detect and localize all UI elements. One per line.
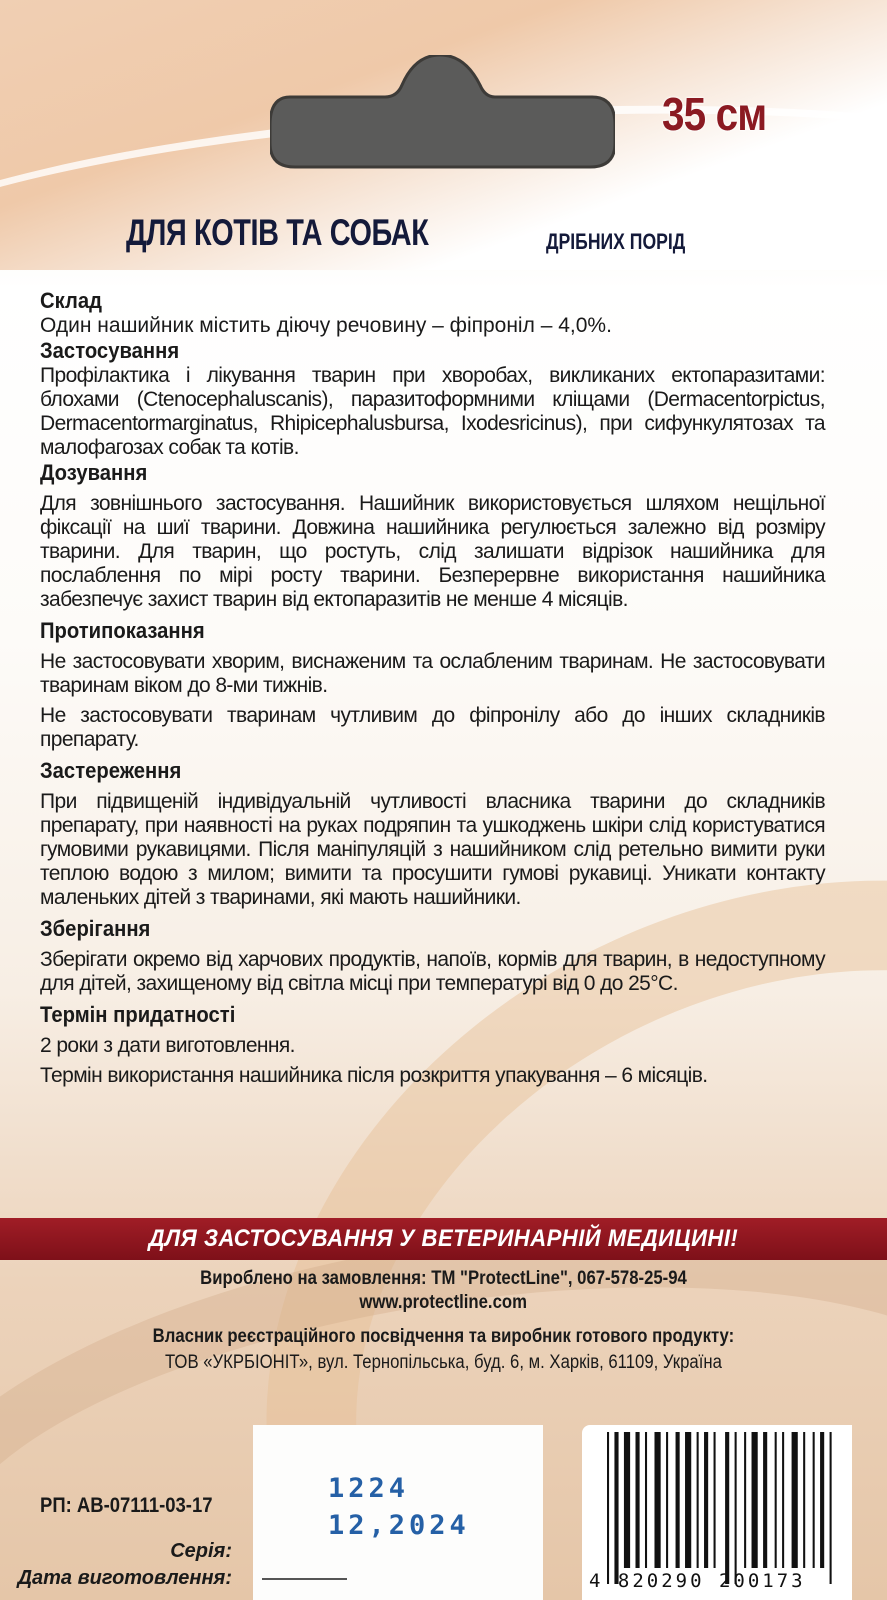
barcode-bar [666,1432,668,1568]
barcode-number: 4 820290 200173 [589,1570,806,1592]
barcode-bar [752,1432,758,1568]
barcode-bar [645,1432,647,1568]
barcode-bar [697,1432,699,1568]
section-text-storage: Зберігати окремо від харчових продуктів, напоїв, кормів для тварин, в недоступному для дітей, захищеному від світла місці при температурі від 0 до 25°С. [40,948,825,995]
section-text-contraindications-1: Не застосовувати хворим, виснаженим та ослабленим тваринам. Не застосовувати тваринам віком до 8-ми тижнів. [40,650,825,697]
barcode-bar [614,1432,618,1584]
section-title-storage: Зберігання [40,916,151,941]
owner-label [0,1326,887,1348]
section-title-composition: Склад [40,288,102,313]
registration-number: РП: АВ-07111-03-17 [40,1494,213,1517]
headline-title: ДЛЯ КОТІВ ТА СОБАК [126,212,429,253]
barcode-bar [635,1432,639,1568]
series-label: Серія: [170,1540,232,1562]
ordered-by [0,1268,887,1290]
section-text-composition: Один нашийник містить діючу речовину – фіпроніл – 4,0%. [40,314,612,337]
barcode-bar [792,1432,798,1568]
owner-label-text: Власник реєстраційного посвідчення та виробник готового продукту: [152,1326,735,1347]
section-title-usage: Застосування [40,338,180,363]
barcode-bar [830,1432,832,1584]
section-text-shelf-life-2: Термін використання нашийника після розкриття упакування – 6 місяців. [40,1064,708,1087]
barcode-bar [654,1432,660,1568]
section-text-usage: Профілактика і лікування тварин при хворобах, викликаних ектопаразитами: блохами (Ctenocephaluscanis), паразитоформними кліщами (Dermacentorpictus, Dermacentormarginatus, Rhipicephalusbursa, Ixodesricinus), при сифункулятозах та малофагозах собак та котів. [40,364,825,459]
barcode-bar [676,1432,680,1568]
section-title-contraindications: Протипоказання [40,618,205,643]
barcode-bar [735,1432,737,1584]
date-stamp: 12,2024 [328,1510,470,1541]
manufacture-date-label: Дата виготовлення: [17,1567,232,1589]
hang-hole-cutout [270,55,615,170]
owner-address [0,1352,887,1374]
barcode-bar [813,1432,815,1568]
barcode-bar [803,1432,805,1568]
section-text-shelf-life-1: 2 роки з дати виготовлення. [40,1034,295,1057]
stamp-underline [262,1578,347,1580]
barcode-bar [744,1432,746,1568]
barcode-bar [607,1432,609,1584]
veterinary-use-text: ДЛЯ ЗАСТОСУВАННЯ У ВЕТЕРИНАРНІЙ МЕДИЦИНІ! [148,1225,739,1252]
barcode-bar [725,1432,729,1584]
barcode-bar [775,1432,777,1568]
section-text-dosage: Для зовнішнього застосування. Нашийник використовується шляхом нещільної фіксації на шиї тварини. Довжина нашийника регулюється залежно від розміру тварини. Для тварин, що ростуть, слід залишати відрізок нашийника для послаблення по мірі росту тварини. Безперервне використання нашийника забезпечує захист тварин від ектопаразитів не менше 4 місяців. [40,492,825,611]
website [0,1292,887,1314]
barcode-bar [714,1432,716,1568]
headline-subtitle: ДРІБНИХ ПОРІД [546,229,686,254]
section-title-dosage: Дозування [40,460,148,485]
section-text-warnings: При підвищеній індивідуальній чутливості власника тварини до складників препарату, при наявності на руках подряпин та ушкоджень шкіри слід користуватися гумовими рукавицями. Після маніпуляцій з нашийником слід ретельно вимити руки теплою водою з милом; вимити та просушити гумові рукавиці. Уникати контакту маленьких дітей з тваринами, які мають нашийники. [40,790,825,909]
section-title-shelf-life: Термін придатності [40,1002,236,1027]
website-link[interactable]: www.protectline.com [359,1292,528,1313]
instructions [40,288,825,1088]
ordered-by-text: Вироблено на замовлення: ТМ "ProtectLine", 067-578-25-94 [200,1268,687,1289]
veterinary-use-banner [0,1218,887,1260]
section-text-contraindications-2: Не застосовувати тваринам чутливим до фіпронілу або до інших складників препарату. [40,704,825,751]
collar-size-label: 35 см [662,88,767,140]
barcode-bar [820,1432,824,1568]
owner-address-text: ТОВ «УКРБІОНІТ», вул. Тернопільська, буд. 6, м. Харків, 61109, Україна [165,1352,722,1373]
barcode-bar [763,1432,767,1568]
series-stamp: 1224 [328,1473,410,1504]
barcode [605,1432,835,1584]
barcode-bar [704,1432,708,1568]
section-title-warnings: Застереження [40,758,182,783]
headline [126,212,686,254]
barcode-bar [782,1432,784,1568]
barcode-bar [624,1432,630,1568]
barcode-bar [685,1432,691,1568]
